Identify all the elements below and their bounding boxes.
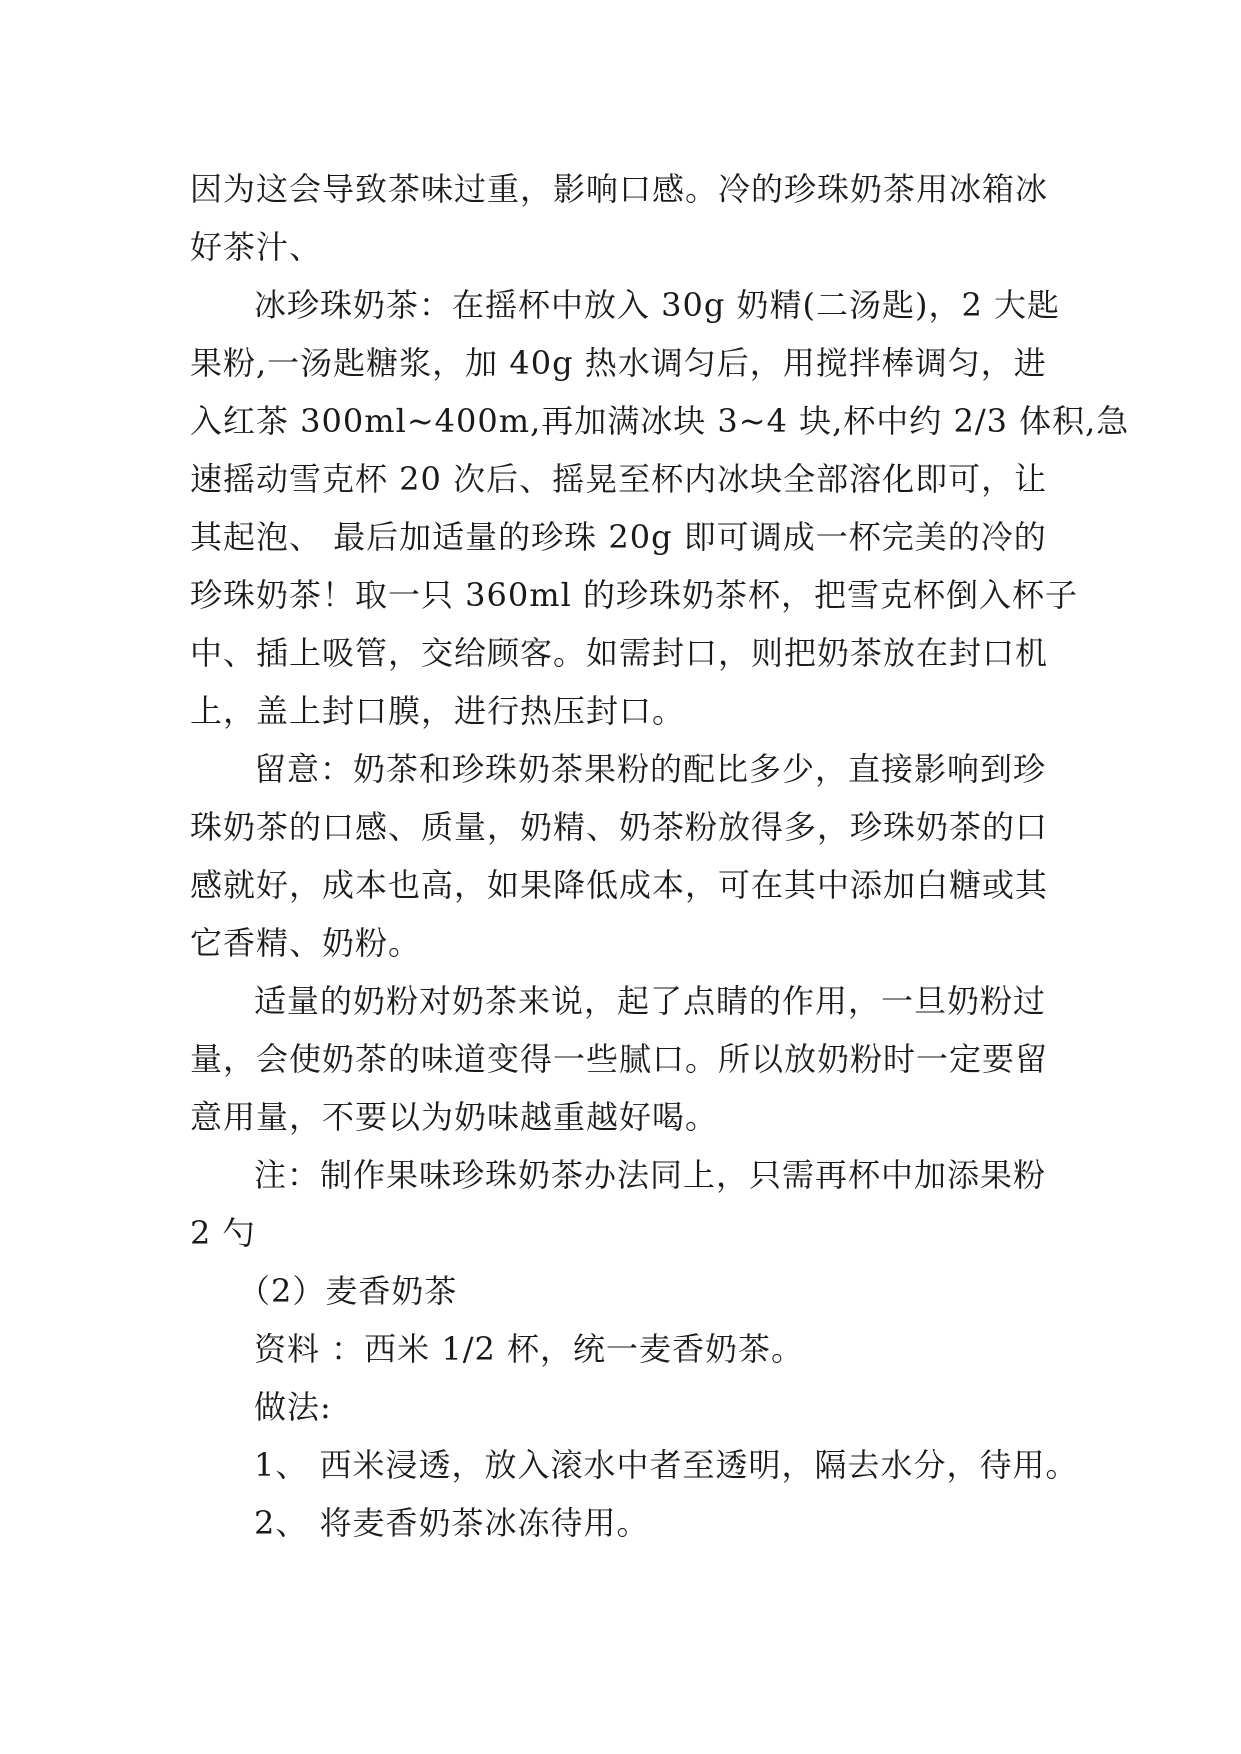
section-heading: （2）麦香奶茶 <box>238 1272 458 1310</box>
paragraph-line: 珍珠奶茶！取一只 360ml 的珍珠奶茶杯，把雪克杯倒入杯子 <box>190 576 1079 614</box>
paragraph-line: 好茶汁、 <box>190 228 323 266</box>
paragraph-line: 珠奶茶的口感、质量，奶精、奶茶粉放得多，珍珠奶茶的口 <box>190 808 1049 846</box>
paragraph-line: 适量的奶粉对奶茶来说，起了点睛的作用，一旦奶粉过 <box>254 982 1047 1020</box>
paragraph-line: 做法: <box>254 1388 332 1426</box>
paragraph-line: 冰珍珠奶茶：在摇杯中放入 30g 奶精(二汤匙)，2 大匙 <box>254 286 1061 324</box>
paragraph-line: 2 勺 <box>190 1214 256 1252</box>
paragraph-line: 留意：奶茶和珍珠奶茶果粉的配比多少，直接影响到珍 <box>254 750 1047 788</box>
paragraph-line: 意用量，不要以为奶味越重越好喝。 <box>190 1098 719 1136</box>
paragraph-line: 速摇动雪克杯 20 次后、摇晃至杯内冰块全部溶化即可，让 <box>190 460 1048 498</box>
document-page <box>190 160 1130 1552</box>
paragraph-line: 上，盖上封口膜，进行热压封口。 <box>190 692 686 730</box>
list-item: 2、 将麦香奶茶冰冻待用。 <box>254 1504 650 1542</box>
paragraph-line: 它香精、奶粉。 <box>190 924 422 962</box>
paragraph-line: 注：制作果味珍珠奶茶办法同上，只需再杯中加添果粉 <box>254 1156 1047 1194</box>
paragraph-line: 感就好，成本也高，如果降低成本，可在其中添加白糖或其 <box>190 866 1049 904</box>
paragraph-line: 其起泡、 最后加适量的珍珠 20g 即可调成一杯完美的冷的 <box>190 518 1047 556</box>
paragraph-line: 入红茶 300ml~400m,再加满冰块 3~4 块,杯中约 2/3 体积,急 <box>190 402 1130 440</box>
paragraph-line: 量，会使奶茶的味道变得一些腻口。所以放奶粉时一定要留 <box>190 1040 1049 1078</box>
paragraph-line: 因为这会导致茶味过重，影响口感。冷的珍珠奶茶用冰箱冰 <box>190 170 1049 208</box>
paragraph-line: 果粉,一汤匙糖浆，加 40g 热水调匀后，用搅拌棒调匀，进 <box>190 344 1047 382</box>
paragraph-line: 中、插上吸管，交给顾客。如需封口，则把奶茶放在封口机 <box>190 634 1049 672</box>
paragraph-line: 资料 ：西米 1/2 杯，统一麦香奶茶。 <box>254 1330 805 1368</box>
list-item: 1、 西米浸透，放入滚水中者至透明，隔去水分，待用。 <box>254 1446 1079 1484</box>
